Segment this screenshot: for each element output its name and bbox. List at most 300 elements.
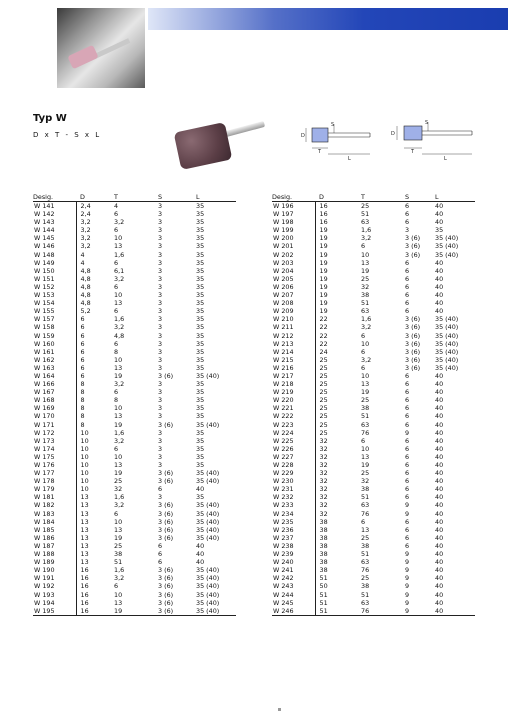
cell-desig: W 216 <box>272 364 315 372</box>
table-row <box>33 445 236 453</box>
cell-desig: W 195 <box>33 607 76 616</box>
table-row <box>272 453 475 461</box>
cell-d: 8 <box>80 388 85 397</box>
cell-d: 13 <box>80 493 89 502</box>
cell-l: 40 <box>435 444 444 453</box>
cell-t: 51 <box>361 493 370 502</box>
cell-d: 19 <box>319 299 328 308</box>
cell-l: 35 <box>196 339 205 348</box>
cell-d: 24 <box>319 347 328 356</box>
cell-d: 25 <box>319 371 328 380</box>
table-row <box>272 275 475 283</box>
table-row <box>272 396 475 404</box>
table-row <box>272 356 475 364</box>
cell-desig: W 202 <box>272 251 315 259</box>
table-row <box>33 574 236 582</box>
cell-l: 35 <box>196 315 205 324</box>
cell-s: 9 <box>405 598 410 607</box>
cell-desig: W 244 <box>272 591 315 599</box>
cell-s: 3 <box>158 347 163 356</box>
cell-desig: W 194 <box>33 599 76 607</box>
cell-desig: W 178 <box>33 477 76 485</box>
cell-desig: W 174 <box>33 445 76 453</box>
table-row <box>33 477 236 485</box>
cell-t: 13 <box>361 258 370 267</box>
cell-t: 63 <box>361 420 370 429</box>
cell-s: 3 <box>158 380 163 389</box>
cell-s: 3 <box>158 323 163 332</box>
cell-l: 35 (40) <box>196 574 220 583</box>
footer-mark <box>278 708 281 711</box>
table-row <box>272 437 475 445</box>
cell-desig: W 188 <box>33 550 76 558</box>
cell-l: 40 <box>435 380 444 389</box>
cell-d: 6 <box>80 347 85 356</box>
cell-s: 6 <box>405 412 410 421</box>
cell-s: 3 (6) <box>405 323 421 332</box>
cell-l: 40 <box>435 607 475 616</box>
page-title: Typ W <box>33 113 67 124</box>
cell-desig: W 173 <box>33 437 76 445</box>
cell-l: 40 <box>435 266 444 275</box>
cell-l: 35 <box>196 428 205 437</box>
column-header-l: L <box>196 192 236 202</box>
cell-t: 8 <box>114 396 119 405</box>
cell-l: 40 <box>435 202 444 210</box>
cell-t: 13 <box>114 412 123 421</box>
cell-d: 10 <box>80 444 89 453</box>
cell-desig: W 226 <box>272 445 315 453</box>
table-row <box>33 591 236 599</box>
cell-t: 19 <box>361 461 370 469</box>
cell-t: 6,1 <box>114 266 125 275</box>
cell-desig: W 209 <box>272 307 315 315</box>
cell-l: 35 (40) <box>196 420 220 429</box>
table-row <box>272 566 475 574</box>
cell-l: 35 <box>196 444 205 453</box>
cell-desig: W 146 <box>33 242 76 250</box>
table-row <box>33 526 236 534</box>
cell-t: 38 <box>361 485 370 494</box>
cell-s: 3 (6) <box>405 242 421 251</box>
cell-l: 40 <box>435 371 444 380</box>
cell-l: 40 <box>435 541 444 550</box>
cell-d: 25 <box>319 355 328 364</box>
cell-t: 6 <box>114 210 119 219</box>
cell-desig: W 234 <box>272 510 315 518</box>
table-row <box>272 534 475 542</box>
cell-t: 13 <box>114 299 123 308</box>
cell-s: 6 <box>405 299 410 308</box>
cell-l: 35 <box>196 436 205 445</box>
table-row <box>33 469 236 477</box>
cell-d: 10 <box>80 461 89 469</box>
table-row <box>272 283 475 291</box>
cell-desig: W 164 <box>33 372 76 380</box>
column-header-t: T <box>361 192 405 202</box>
column-header-s: S <box>405 192 435 202</box>
cell-l: 40 <box>435 477 444 486</box>
cell-desig: W 196 <box>272 202 315 211</box>
cell-desig: W 201 <box>272 242 315 250</box>
table-row <box>33 429 236 437</box>
cell-t: 6 <box>114 582 119 591</box>
table-row <box>33 510 236 518</box>
diagram1-d-label: D <box>301 133 305 139</box>
cell-d: 19 <box>319 226 328 235</box>
table-row <box>272 412 475 420</box>
cell-d: 4,8 <box>80 266 91 275</box>
cell-l: 35 (40) <box>435 250 459 259</box>
cell-l: 35 <box>196 258 205 267</box>
cell-d: 51 <box>315 607 361 616</box>
cell-l: 35 (40) <box>196 517 220 526</box>
cell-desig: W 157 <box>33 315 76 323</box>
cell-s: 3 <box>158 396 163 405</box>
cell-desig: W 232 <box>272 493 315 501</box>
cell-d: 19 <box>319 250 328 259</box>
cell-s: 6 <box>405 477 410 486</box>
cell-l: 40 <box>435 299 444 308</box>
cell-t: 51 <box>361 590 370 599</box>
cell-t: 19 <box>114 420 123 429</box>
cell-l: 35 (40) <box>196 477 220 486</box>
cell-t: 3,2 <box>361 355 372 364</box>
cell-s: 6 <box>158 550 163 559</box>
cell-l: 35 <box>196 347 205 356</box>
cell-t: 25 <box>361 202 370 210</box>
cell-desig: W 166 <box>33 380 76 388</box>
mounted-point-shaft-image <box>225 121 265 137</box>
cell-s: 6 <box>405 218 410 227</box>
cell-t: 19 <box>114 469 123 478</box>
cell-desig: W 204 <box>272 267 315 275</box>
cell-l: 35 (40) <box>196 533 220 542</box>
cell-d: 8 <box>80 396 85 405</box>
cell-t: 38 <box>361 291 370 300</box>
table-row <box>33 323 236 331</box>
cell-d: 6 <box>80 315 85 324</box>
cell-s: 9 <box>405 558 410 567</box>
table-row <box>272 380 475 388</box>
cell-desig: W 235 <box>272 518 315 526</box>
cell-t: 32 <box>361 477 370 486</box>
cell-t: 13 <box>361 380 370 389</box>
cell-d: 13 <box>80 550 89 559</box>
cell-l: 40 <box>435 469 444 478</box>
cell-s: 3 (6) <box>405 339 421 348</box>
cell-s: 3 <box>158 274 163 283</box>
cell-d: 3,2 <box>80 218 91 227</box>
cell-s: 3 <box>158 355 163 364</box>
table-row <box>272 291 475 299</box>
table-row <box>272 332 475 340</box>
mounted-point-image <box>174 122 233 170</box>
cell-desig: W 220 <box>272 396 315 404</box>
cell-l: 35 (40) <box>196 598 220 607</box>
cell-desig: W 240 <box>272 558 315 566</box>
table-row <box>272 461 475 469</box>
cell-t: 13 <box>361 452 370 461</box>
cell-l: 35 <box>196 461 205 469</box>
cell-s: 3 <box>158 250 163 259</box>
cell-d: 13 <box>80 541 89 550</box>
cell-d: 32 <box>319 509 328 518</box>
cell-s: 9 <box>405 582 410 591</box>
cell-t: 19 <box>361 266 370 275</box>
cell-desig: W 219 <box>272 388 315 396</box>
cell-t: 6 <box>361 347 366 356</box>
table-row <box>272 340 475 348</box>
cell-l: 40 <box>435 598 444 607</box>
cell-d: 32 <box>319 493 328 502</box>
cell-t: 19 <box>114 607 158 616</box>
cell-desig: W 203 <box>272 259 315 267</box>
cell-desig: W 218 <box>272 380 315 388</box>
cell-d: 32 <box>319 477 328 486</box>
cell-l: 40 <box>196 558 205 567</box>
cell-desig: W 208 <box>272 299 315 307</box>
cell-s: 6 <box>405 485 410 494</box>
cell-d: 50 <box>319 582 328 591</box>
cell-s: 6 <box>405 307 410 316</box>
cell-desig: W 155 <box>33 307 76 315</box>
table-row <box>272 218 475 226</box>
cell-s: 3 <box>158 331 163 340</box>
cell-desig: W 243 <box>272 582 315 590</box>
cell-l: 35 <box>196 218 205 227</box>
cell-d: 2,4 <box>80 210 91 219</box>
cell-d: 19 <box>319 242 328 251</box>
cell-t: 10 <box>114 404 123 413</box>
cell-d: 19 <box>319 282 328 291</box>
cell-s: 3 (6) <box>158 371 174 380</box>
table-row <box>33 242 236 250</box>
cell-desig: W 185 <box>33 526 76 534</box>
cell-t: 6 <box>114 226 119 235</box>
cell-s: 3 (6) <box>158 501 174 510</box>
cell-t: 3,2 <box>114 574 125 583</box>
cell-t: 10 <box>114 590 123 599</box>
header-accent-bar <box>148 8 508 30</box>
cell-d: 19 <box>319 307 328 316</box>
cell-d: 3,2 <box>80 226 91 235</box>
cell-d: 10 <box>80 428 89 437</box>
column-header-t: T <box>114 192 158 202</box>
cell-s: 3 <box>158 339 163 348</box>
cell-d: 51 <box>319 574 328 583</box>
table-row <box>33 202 236 211</box>
cell-l: 40 <box>435 509 444 518</box>
cell-l: 40 <box>435 396 444 405</box>
table-row <box>33 307 236 315</box>
table-row <box>272 348 475 356</box>
diagram2-t-label: T <box>411 149 415 155</box>
cell-desig: W 170 <box>33 412 76 420</box>
cell-d: 32 <box>319 469 328 478</box>
cell-desig: W 187 <box>33 542 76 550</box>
cell-t: 51 <box>361 299 370 308</box>
cell-desig: W 222 <box>272 412 315 420</box>
cell-s: 6 <box>405 469 410 478</box>
cell-d: 3,2 <box>80 242 91 251</box>
cell-s: 3 <box>158 493 163 502</box>
cell-t: 63 <box>361 501 370 510</box>
cell-s: 3 <box>158 444 163 453</box>
cell-d: 8 <box>80 404 85 413</box>
cell-l: 35 <box>196 355 205 364</box>
cell-desig: W 153 <box>33 291 76 299</box>
cell-l: 40 <box>196 541 205 550</box>
cell-s: 3 <box>158 461 163 469</box>
cell-s: 3 <box>158 242 163 251</box>
cell-t: 19 <box>114 371 123 380</box>
cell-t: 10 <box>361 339 370 348</box>
cell-d: 4,8 <box>80 274 91 283</box>
cell-d: 13 <box>80 533 89 542</box>
cell-s: 6 <box>405 404 410 413</box>
table-row <box>33 566 236 574</box>
cell-desig: W 245 <box>272 599 315 607</box>
cell-l: 35 (40) <box>435 347 459 356</box>
cell-t: 25 <box>114 477 123 486</box>
cell-desig: W 223 <box>272 421 315 429</box>
cell-l: 40 <box>196 550 205 559</box>
cell-l: 40 <box>435 452 444 461</box>
table-row <box>33 485 236 493</box>
cell-t: 63 <box>361 307 370 316</box>
cell-t: 63 <box>361 558 370 567</box>
cell-t: 3,2 <box>114 218 125 227</box>
table-row <box>33 291 236 299</box>
cell-l: 35 (40) <box>196 469 220 478</box>
cell-t: 13 <box>114 242 123 251</box>
cell-t: 3,2 <box>114 436 125 445</box>
cell-l: 40 <box>435 558 444 567</box>
cell-t: 6 <box>114 339 119 348</box>
cell-s: 9 <box>405 574 410 583</box>
cell-desig: W 171 <box>33 421 76 429</box>
cell-desig: W 168 <box>33 396 76 404</box>
cell-l: 35 <box>196 202 205 210</box>
spec-table-right <box>272 192 475 616</box>
table-row <box>33 461 236 469</box>
diagram1-t-label: T <box>318 149 322 155</box>
cell-desig: W 236 <box>272 526 315 534</box>
cell-t: 3,2 <box>114 501 125 510</box>
table-row <box>272 421 475 429</box>
cell-s: 3 (6) <box>405 315 421 324</box>
cell-l: 35 (40) <box>196 509 220 518</box>
table-row <box>33 218 236 226</box>
cell-s: 3 <box>158 202 163 210</box>
cell-l: 40 <box>435 533 444 542</box>
cell-d: 6 <box>80 371 85 380</box>
cell-d: 16 <box>319 202 328 210</box>
cell-l: 35 <box>196 266 205 275</box>
cell-d: 2,4 <box>80 202 91 210</box>
cell-desig: W 210 <box>272 315 315 323</box>
cell-desig: W 227 <box>272 453 315 461</box>
cell-d: 32 <box>319 444 328 453</box>
cell-desig: W 221 <box>272 404 315 412</box>
cell-d: 16 <box>80 582 89 591</box>
table-row <box>33 542 236 550</box>
table-row <box>272 202 475 211</box>
table-row <box>33 283 236 291</box>
cell-s: 3 (6) <box>158 469 174 478</box>
cell-desig: W 190 <box>33 566 76 574</box>
table-row <box>33 275 236 283</box>
cell-d: 13 <box>80 501 89 510</box>
cell-t: 6 <box>114 258 119 267</box>
table-row <box>33 372 236 380</box>
table-row <box>33 364 236 372</box>
cell-t: 13 <box>361 525 370 534</box>
cell-desig: W 150 <box>33 267 76 275</box>
cell-s: 3 <box>158 412 163 421</box>
cell-d: 13 <box>80 517 89 526</box>
cell-t: 1,6 <box>114 315 125 324</box>
cell-s: 6 <box>405 210 410 219</box>
cell-d: 32 <box>319 452 328 461</box>
cell-l: 35 <box>196 291 205 300</box>
cell-d: 4,8 <box>80 291 91 300</box>
table-row <box>272 388 475 396</box>
table-row <box>33 518 236 526</box>
cell-s: 3 (6) <box>405 355 421 364</box>
cell-t: 25 <box>361 469 370 478</box>
cell-d: 38 <box>319 517 328 526</box>
cell-d: 22 <box>319 323 328 332</box>
spec-table-left <box>33 192 236 616</box>
table-row <box>33 404 236 412</box>
cell-d: 51 <box>319 598 328 607</box>
cell-l: 35 <box>196 250 205 259</box>
table-row <box>272 234 475 242</box>
cell-s: 3 <box>158 436 163 445</box>
table-row <box>33 348 236 356</box>
cell-d: 8 <box>80 420 85 429</box>
cell-s: 3 (6) <box>405 347 421 356</box>
cell-desig: W 186 <box>33 534 76 542</box>
cell-d: 32 <box>319 501 328 510</box>
cell-t: 10 <box>114 517 123 526</box>
cell-d: 16 <box>80 566 89 575</box>
technical-drawing-long <box>388 118 478 166</box>
cell-s: 3 (6) <box>158 477 174 486</box>
cell-l: 35 (40) <box>435 339 459 348</box>
cell-desig: W 177 <box>33 469 76 477</box>
cell-desig: W 231 <box>272 485 315 493</box>
cell-t: 63 <box>361 598 370 607</box>
cell-d: 10 <box>80 452 89 461</box>
cell-d: 4,8 <box>80 282 91 291</box>
cell-d: 5,2 <box>80 307 91 316</box>
cell-l: 35 <box>196 242 205 251</box>
cell-l: 35 (40) <box>435 323 459 332</box>
cell-l: 35 (40) <box>435 355 459 364</box>
cell-t: 13 <box>114 525 123 534</box>
cell-s: 6 <box>405 541 410 550</box>
cell-s: 3 (6) <box>405 250 421 259</box>
cell-l: 35 (40) <box>196 582 220 591</box>
cell-t: 51 <box>361 550 370 559</box>
cell-l: 40 <box>435 582 444 591</box>
cell-s: 6 <box>405 291 410 300</box>
cell-s: 6 <box>405 396 410 405</box>
dimension-formula: D x T - S x L <box>33 131 102 139</box>
